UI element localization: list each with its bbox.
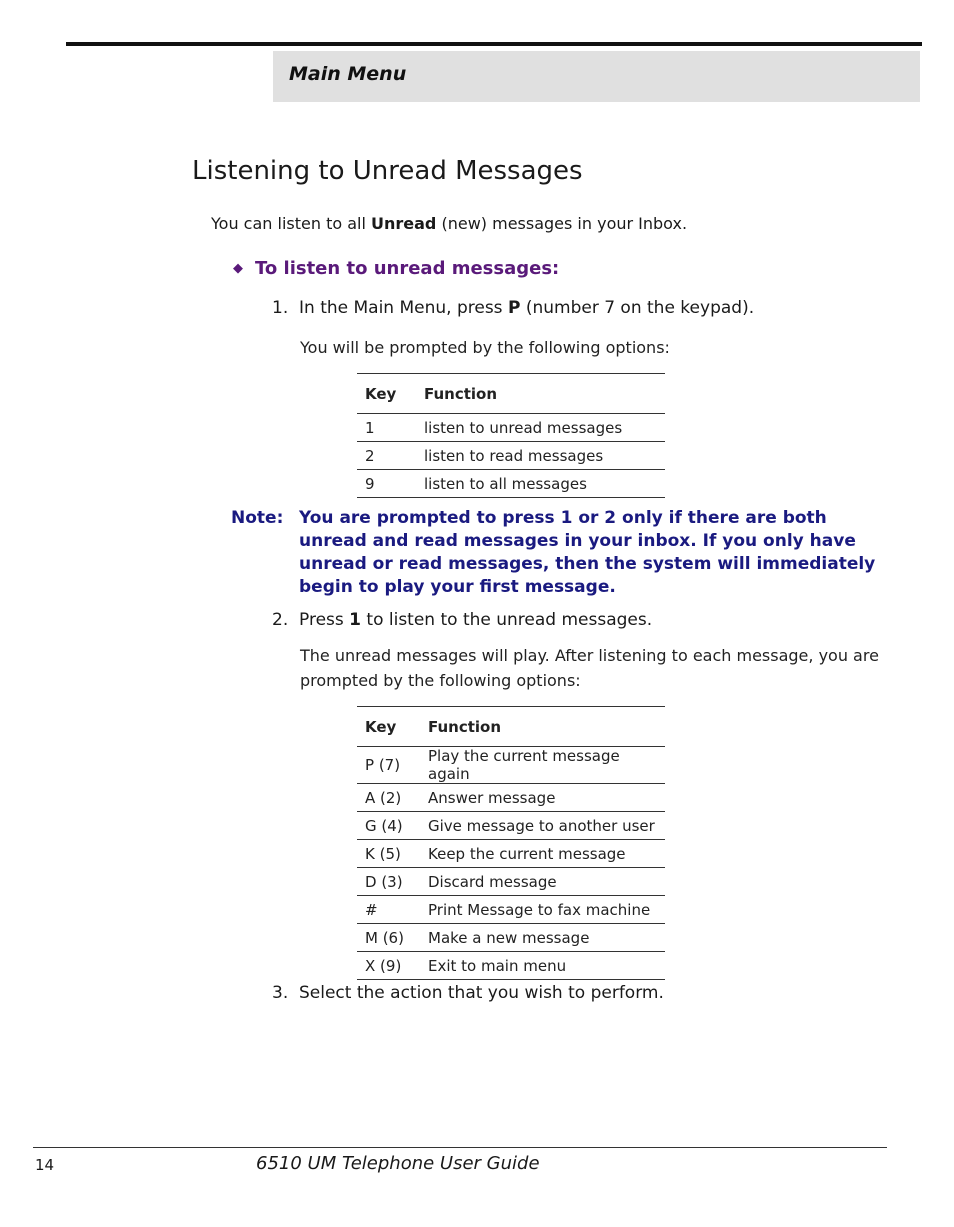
- table-row: [357, 840, 665, 868]
- function-cell: Keep the current message: [420, 840, 665, 868]
- key-cell: P (7): [357, 747, 420, 784]
- note-label: Note:: [231, 508, 284, 528]
- function-cell: Give message to another user: [420, 812, 665, 840]
- key-cell: 1: [357, 414, 416, 442]
- key-cell: X (9): [357, 952, 420, 980]
- section-banner: [273, 51, 920, 102]
- key-cell: #: [357, 896, 420, 924]
- table-row: [357, 747, 665, 784]
- table-row: [357, 470, 665, 498]
- step-text: In the Main Menu, press: [299, 298, 508, 318]
- function-cell: Play the current message again: [420, 747, 665, 784]
- function-cell: Make a new message: [420, 924, 665, 952]
- step-3: [272, 983, 664, 1003]
- table-row: [357, 952, 665, 980]
- table-row: [357, 868, 665, 896]
- table-row: [357, 812, 665, 840]
- intro-text-after: (new) messages in your Inbox.: [436, 214, 688, 233]
- step-2-followup: The unread messages will play. After listening to each message, you are prompted by the following options:: [300, 646, 879, 690]
- step-number: 1.: [272, 298, 289, 318]
- section-name: Main Menu: [289, 63, 407, 85]
- table-row: [357, 784, 665, 812]
- intro-text-before: You can listen to all: [211, 214, 371, 233]
- key-cell: 9: [357, 470, 416, 498]
- step-2: [272, 610, 652, 630]
- page-title: Listening to Unread Messages: [192, 156, 583, 186]
- table-row: [357, 896, 665, 924]
- procedure-heading: [233, 258, 559, 279]
- key-cell: 2: [357, 442, 416, 470]
- step-number: 3.: [272, 983, 289, 1003]
- column-header-function: Function: [424, 384, 498, 403]
- step-1-followup: You will be prompted by the following options:: [300, 338, 670, 357]
- top-rule: [66, 42, 922, 46]
- page-number: 14: [35, 1156, 55, 1174]
- step-number: 2.: [272, 610, 289, 630]
- note-text: You are prompted to press 1 or 2 only if there are both unread and read messages in your inbox. If you only have unread or read messages, then the system will immediately begin to play your first message.: [299, 508, 876, 597]
- step-text: (number 7 on the keypad).: [520, 298, 755, 318]
- table-header-row: [357, 707, 665, 747]
- procedure-heading-text: To listen to unread messages:: [255, 258, 560, 279]
- function-cell: Discard message: [420, 868, 665, 896]
- footer-rule: [33, 1147, 887, 1148]
- step-key: P: [507, 298, 521, 318]
- guide-title: 6510 UM Telephone User Guide: [256, 1153, 540, 1174]
- table-header-row: [357, 374, 665, 414]
- function-cell: Print Message to fax machine: [420, 896, 665, 924]
- table-row: [357, 924, 665, 952]
- key-cell: K (5): [357, 840, 420, 868]
- function-cell: listen to unread messages: [416, 414, 665, 442]
- function-cell: listen to read messages: [416, 442, 665, 470]
- step-text: Press: [299, 610, 350, 630]
- intro-bold-term: Unread: [371, 214, 437, 233]
- key-cell: A (2): [357, 784, 420, 812]
- table-row: [357, 414, 665, 442]
- step-key: 1: [349, 610, 361, 630]
- function-cell: Exit to main menu: [420, 952, 665, 980]
- options-table-1: [357, 373, 665, 498]
- key-cell: M (6): [357, 924, 420, 952]
- table-row: [357, 442, 665, 470]
- column-header-key: Key: [365, 384, 397, 403]
- key-cell: G (4): [357, 812, 420, 840]
- function-cell: Answer message: [420, 784, 665, 812]
- key-cell: D (3): [357, 868, 420, 896]
- intro-paragraph: [211, 214, 687, 233]
- diamond-bullet-icon: ◆: [233, 261, 243, 276]
- column-header-function: Function: [428, 717, 502, 736]
- options-table-2: [357, 706, 665, 980]
- step-text: to listen to the unread messages.: [361, 610, 653, 630]
- column-header-key: Key: [365, 717, 397, 736]
- step-text: Select the action that you wish to perform.: [299, 983, 664, 1003]
- function-cell: listen to all messages: [416, 470, 665, 498]
- step-1: [272, 298, 754, 318]
